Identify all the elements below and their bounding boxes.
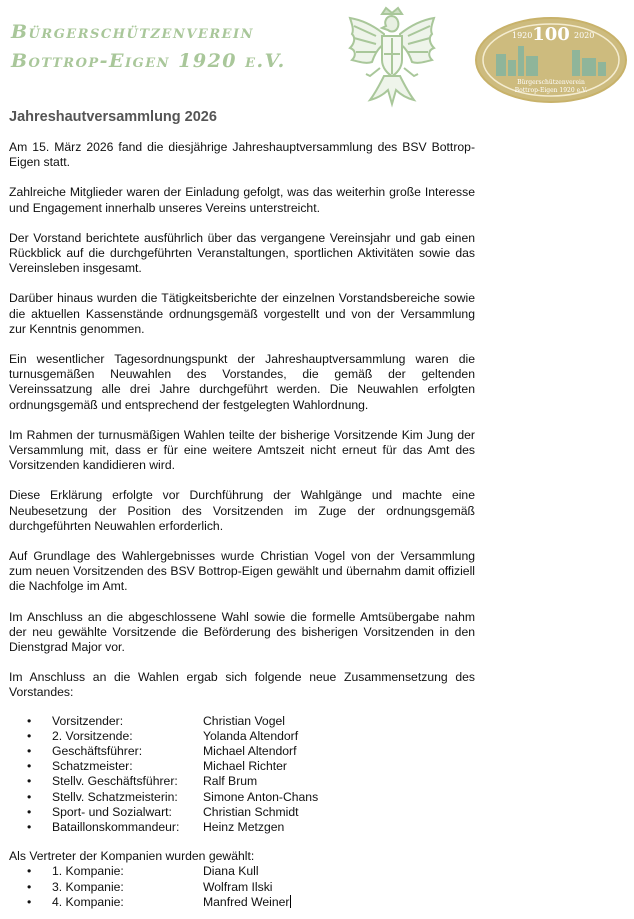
paragraph: Darüber hinaus wurden die Tätigkeitsberichte der einzelnen Vorstandsbereiche sowie die aktuellen Kassenstände ordnungsgemäß vorgestellt und von der Versammlung zur Kenntnis genommen. [9,291,475,336]
company-role: 3. Kompanie: [52,879,124,894]
member-role: Stellv. Geschäftsführer: [52,774,178,789]
paragraph: Diese Erklärung erfolgte vor Durchführung der Wahlgänge und machte eine Neubesetzung der Position des Vorsitzenden im Zuge der ordnungsgemäß durchgeführten Neuwahlen erforderlich. [9,488,475,533]
member-role: 2. Vorsitzende: [52,728,133,743]
list-item [9,880,475,895]
anniversary-badge-icon [474,16,628,104]
list-item [9,820,475,835]
member-role: Sport- und Sozialwart: [52,804,172,819]
club-name-line1: Bürgerschützenverein [11,21,254,43]
company-rep-name: Manfred Weiner [203,894,290,909]
paragraph: Am 15. März 2026 fand die diesjährige Jahreshauptversammlung des BSV Bottrop-Eigen statt. [9,140,475,170]
member-role: Bataillonskommandeur: [52,820,180,834]
bullet-icon: • [27,804,32,819]
document-title: Jahreshautversammlung 2026 [9,109,217,125]
member-name: Simone Anton-Chans [203,789,319,804]
paragraph: Im Rahmen der turnusmäßigen Wahlen teilte der bisherige Vorsitzende Kim Jung der Versammlung mit, dass er für eine weitere Amtszeit nicht erneut für das Amt des Vorsitzenden kandidieren wird. [9,427,475,473]
bullet-icon: • [27,728,32,743]
member-name: Michael Richter [203,759,287,774]
member-name: Yolanda Altendorf [203,728,299,743]
badge-year-right: 2020 [574,31,595,40]
company-rep-name: Diana Kull [203,864,259,879]
list-item [9,790,475,805]
member-name: Michael Altendorf [203,744,297,759]
company-rep-name: Wolfram Ilski [203,879,273,894]
companies-intro: Als Vertreter der Kompanien wurden gewählt: [9,849,255,864]
company-role: 4. Kompanie: [52,894,124,909]
member-role: Vorsitzender: [52,713,124,728]
list-item [9,744,475,759]
text-cursor [290,895,291,908]
company-role: 1. Kompanie: [52,864,124,879]
company-reps-list [9,864,475,910]
board-intro: Im Anschluss an die Wahlen ergab sich folgende neue Zusammensetzung des Vorstandes: [9,670,475,700]
list-item [9,759,475,774]
letterhead [0,0,634,108]
list-item [9,895,475,910]
bullet-icon: • [27,894,32,909]
document-body[interactable] [9,108,475,910]
bullet-icon: • [27,864,32,879]
bullet-icon: • [27,774,32,789]
badge-number: 100 [532,24,570,45]
member-name: Christian Schmidt [203,804,299,819]
member-name: Heinz Metzgen [203,820,285,834]
member-name: Christian Vogel [203,713,285,728]
list-item [9,805,475,820]
badge-line2: Bottrop-Eigen 1920 e.V. [514,87,588,94]
badge-year-left: 1920 [512,31,533,40]
club-name [11,18,286,76]
bullet-icon: • [27,744,32,759]
list-item [9,864,475,879]
paragraph: Im Anschluss an die abgeschlossene Wahl sowie die formelle Amtsübergabe nahm der neu gewählte Vorsitzende die Beförderung des bisherigen Vorsitzenden in den Dienstgrad Major vor. [9,609,475,655]
bullet-icon: • [27,820,32,834]
bullet-icon: • [27,759,32,774]
paragraph: Der Vorstand berichtete ausführlich über das vergangene Vereinsjahr und gab einen Rückblick auf die durchgeführten Veranstaltungen, sportlichen Aktivitäten sowie das Vereinsleben insgesamt. [9,230,475,276]
club-name-line2: Bottrop-Eigen 1920 e.V. [11,50,286,72]
member-role: Geschäftsführer: [52,744,143,759]
member-role: Stellv. Schatzmeisterin: [52,789,178,804]
paragraph: Auf Grundlage des Wahlergebnisses wurde Christian Vogel von der Versammlung zum neuen Vorsitzenden des BSV Bottrop-Eigen gewählt und übernahm damit offiziell die Nachfolge im Amt. [9,549,475,594]
member-role: Schatzmeister: [52,759,133,774]
member-name: Ralf Brum [203,774,258,789]
paragraph: Zahlreiche Mitglieder waren der Einladung gefolgt, was das weiterhin große Interesse und Engagement innerhalb unseres Vereins unterstreicht. [9,185,475,215]
list-item [9,729,475,744]
bullet-icon: • [27,713,32,728]
badge-line1: Bürgerschützenverein [517,79,585,86]
eagle-crest-icon [346,4,438,108]
board-members-list [9,714,475,836]
bullet-icon: • [27,789,32,804]
paragraph: Ein wesentlicher Tagesordnungspunkt der Jahreshauptversammlung waren die turnusgemäßen Neuwahlen des Vorstandes, die gemäß der geltenden Vereinssatzung alle drei Jahre durchgeführt werden. Die Neuwahlen erfolgten ordnungsgemäß und entsprechend der festgelegten Wahlordnung. [9,352,475,412]
list-item [9,714,475,729]
bullet-icon: • [27,879,32,894]
list-item [9,774,475,789]
